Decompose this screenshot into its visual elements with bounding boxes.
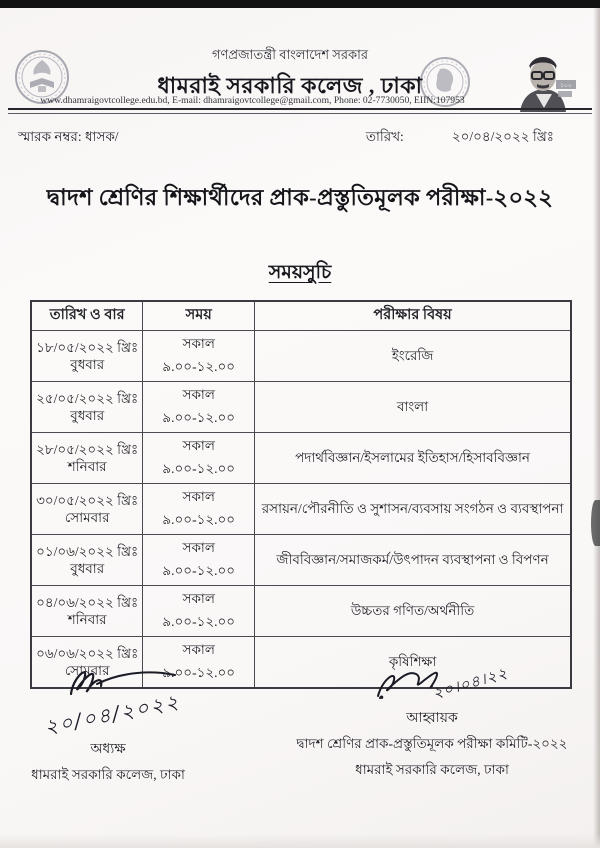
exam-schedule-table [30, 300, 572, 689]
exam-date: ০৬/০৬/২০২২ খ্রিঃ [36, 645, 139, 661]
exam-day: বুধবার [70, 408, 105, 424]
exam-day: বুধবার [70, 561, 105, 577]
scan-artifact-smudge [591, 500, 600, 546]
exam-subject: ইংরেজি [255, 331, 571, 382]
exam-subject: পদার্থবিজ্ঞান/ইসলামের ইতিহাস/হিসাববিজ্ঞান [255, 433, 571, 484]
date-label: তারিখ: [365, 129, 404, 144]
table-row [31, 382, 571, 433]
signature-block-principal [18, 660, 198, 787]
handwritten-date: ২০।০৪।২২ [430, 663, 510, 703]
exam-time: সকাল ৯.০০-১২.০০ [143, 586, 255, 637]
col-header-date-day: তারিখ ও বার [31, 301, 143, 331]
signer-role: আহ্বায়ক [406, 711, 458, 726]
exam-subject: জীববিজ্ঞান/সমাজকর্ম/উৎপাদন ব্যবস্থাপনা ও বিপণন [255, 535, 571, 586]
exam-date: ০৪/০৬/২০২২ খ্রিঃ [36, 594, 139, 610]
header-divider [8, 108, 592, 114]
page-title: দ্বাদশ শ্রেণির শিক্ষার্থীদের প্রাক-প্রস্তুতিমূলক পরীক্ষা-২০২২ [46, 185, 554, 210]
memo-row [18, 126, 582, 149]
exam-day: সোমবার [64, 510, 110, 526]
scan-artifact-top [0, 0, 600, 8]
exam-subject: কৃষিশিক্ষা [255, 637, 571, 689]
exam-date: ২৫/০৫/২০২২ খ্রিঃ [36, 390, 139, 406]
svg-text:১০০: ১০০ [560, 83, 572, 89]
handwritten-date: ২০/০৪/২০২২ [42, 689, 183, 739]
memo-number-label: স্মারক নম্বর: ধাসক/ [18, 129, 119, 144]
government-line: গণপ্রজাতন্ত্রী বাংলাদেশ সরকার [211, 47, 369, 62]
exam-date: ২৮/০৫/২০২২ খ্রিঃ [36, 441, 139, 457]
signer-role: অধ্যক্ষ [90, 742, 126, 757]
exam-day: বুধবার [70, 357, 105, 373]
col-header-subject: পরীক্ষার বিষয় [255, 301, 571, 331]
exam-subject: উচ্চতর গণিত/অর্থনীতি [255, 586, 571, 637]
exam-subject: রসায়ন/পৌরনীতি ও সুশাসন/ব্যবসায় সংগঠন ও ব্যবস্থাপনা [255, 484, 571, 535]
signer-committee: দ্বাদশ শ্রেণির প্রাক-প্রস্তুতিমূলক পরীক্ষা কমিটি-২০২২ [296, 736, 568, 751]
contact-line: www.dhamraigovtcollege.edu.bd, E-mail: dhamraigovtcollege@gmail.com, Phone: 02-7730050, EIIN:107953 [40, 95, 465, 106]
table-row [31, 535, 571, 586]
exam-time: সকাল ৯.০০-১২.০০ [143, 331, 255, 382]
scan-artifact-right [593, 8, 600, 848]
date-value: ২০/০৪/২০২২ খ্রিঃ [451, 129, 554, 144]
exam-date: ০১/০৬/২০২২ খ্রিঃ [36, 543, 139, 559]
table-row [31, 484, 571, 535]
exam-time: সকাল ৯.০০-১২.০০ [143, 535, 255, 586]
exam-date: ১৮/০৫/২০২২ খ্রিঃ [36, 339, 139, 355]
signer-org: ধামরাই সরকারি কলেজ, ঢাকা [31, 767, 185, 782]
table-row [31, 586, 571, 637]
table-row [31, 331, 571, 382]
table-header-row [31, 301, 571, 331]
exam-time: সকাল ৯.০০-১২.০০ [143, 382, 255, 433]
scan-artifact-bottom [0, 834, 600, 848]
signer-org: ধামরাই সরকারি কলেজ, ঢাকা [355, 762, 509, 777]
signature-block-convener [282, 662, 582, 782]
schedule-heading: সময়সুচি [268, 262, 332, 283]
exam-day: শনিবার [67, 459, 107, 475]
exam-day: সোমবার [64, 663, 110, 679]
college-name: ধামরাই সরকারি কলেজ , ঢাকা [157, 73, 423, 98]
exam-time: সকাল ৯.০০-১২.০০ [143, 433, 255, 484]
mujib100-logo-icon [506, 50, 580, 114]
exam-subject: বাংলা [255, 382, 571, 433]
convener-signature-icon [282, 662, 582, 706]
col-header-time: সময় [143, 301, 255, 331]
table-row [31, 433, 571, 484]
exam-date: ৩০/০৫/২০২২ খ্রিঃ [36, 492, 139, 508]
exam-day: শনিবার [67, 612, 107, 628]
exam-time: সকাল ৯.০০-১২.০০ [143, 637, 255, 689]
exam-time: সকাল ৯.০০-১২.০০ [143, 484, 255, 535]
